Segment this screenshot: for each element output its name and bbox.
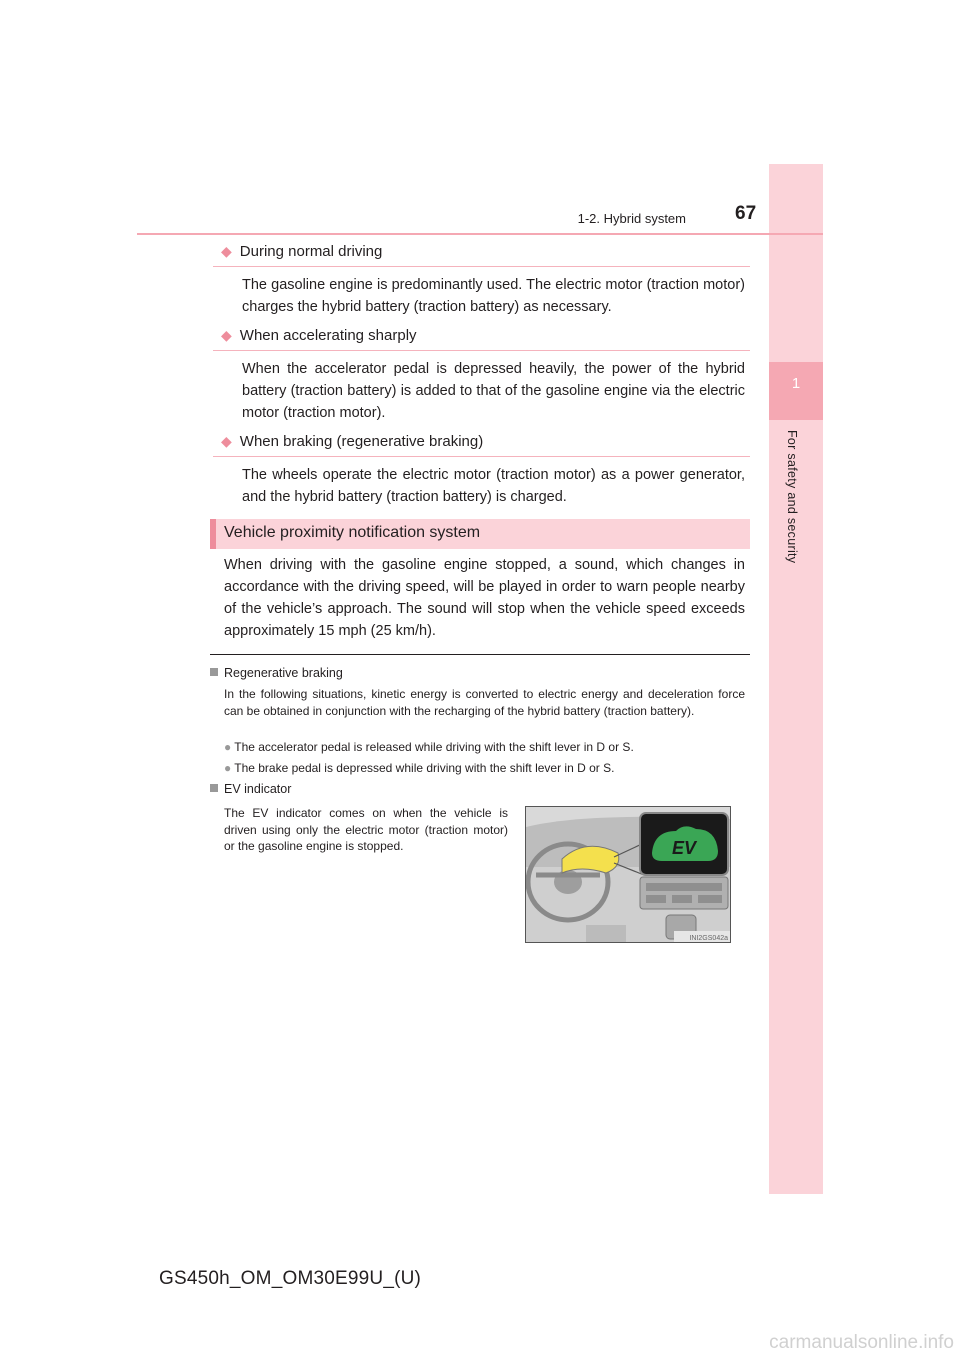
notes-divider (210, 654, 750, 655)
list-item: ● The brake pedal is depressed while driving with the shift lever in D or S. (224, 761, 615, 775)
diamond-icon: ◆ (221, 243, 232, 259)
header-rule (137, 233, 823, 235)
section-band-edge (210, 519, 216, 549)
figure-code: INI2GS042a (689, 935, 728, 942)
subheading-normal-driving: ◆ During normal driving (221, 243, 383, 260)
subheading-rule (213, 456, 750, 457)
paragraph-accelerating: When the accelerator pedal is depressed heavily, the power of the hybrid battery (traction battery) is added to that of the gasoline engine via the electric motor (traction motor). (242, 361, 745, 421)
note-body-regen: In the following situations, kinetic energy is converted to electric energy and deceleration force can be obtained in conjunction with the recharging of the hybrid battery (traction battery). (224, 687, 745, 718)
subheading-braking: ◆ When braking (regenerative braking) (221, 433, 484, 450)
subheading-accelerating: ◆ When accelerating sharply (221, 327, 417, 344)
note-body-ev: The EV indicator comes on when the vehicle is driven using only the electric motor (traction motor) or the gasoline engine is stopped. (224, 806, 508, 853)
section-title-proximity: Vehicle proximity notification system (224, 524, 481, 541)
header-section-title: 1-2. Hybrid system (577, 211, 686, 226)
footer-doc-id: GS450h_OM_OM30E99U_(U) (159, 1268, 422, 1289)
side-tab (769, 164, 823, 1194)
dashboard-illustration (526, 807, 731, 943)
ev-label: EV (671, 838, 697, 858)
square-bullet-icon (210, 668, 218, 676)
diamond-icon: ◆ (221, 433, 232, 449)
paragraph-normal-driving: The gasoline engine is predominantly used. The electric motor (traction motor) charges the hybrid battery (traction battery) as necessary. (242, 277, 745, 315)
paragraph-proximity: When driving with the gasoline engine stopped, a sound, which changes in accordance with the driving speed, will be played in order to warn people nearby of the vehicle’s approach. The sound will stop when the vehicle speed exceeds approximately 15 mph (25 km/h). (224, 557, 745, 639)
ev-indicator-figure (525, 806, 731, 943)
paragraph-braking: The wheels operate the electric motor (traction motor) as a power generator, and the hybrid battery (traction battery) is charged. (242, 467, 745, 505)
note-heading-ev: EV indicator (210, 782, 291, 796)
circle-bullet-icon: ● (224, 740, 232, 754)
subheading-rule (213, 266, 750, 267)
circle-bullet-icon: ● (224, 761, 232, 775)
chapter-number: 1 (791, 375, 801, 392)
diamond-icon: ◆ (221, 327, 232, 343)
square-bullet-icon (210, 784, 218, 792)
watermark: carmanualsonline.info (769, 1332, 954, 1353)
list-item: ● The accelerator pedal is released while driving with the shift lever in D or S. (224, 740, 634, 754)
note-heading-regen: Regenerative braking (210, 666, 343, 680)
subheading-rule (213, 350, 750, 351)
page-number: 67 (735, 203, 757, 224)
chapter-title: For safety and security (785, 430, 799, 564)
